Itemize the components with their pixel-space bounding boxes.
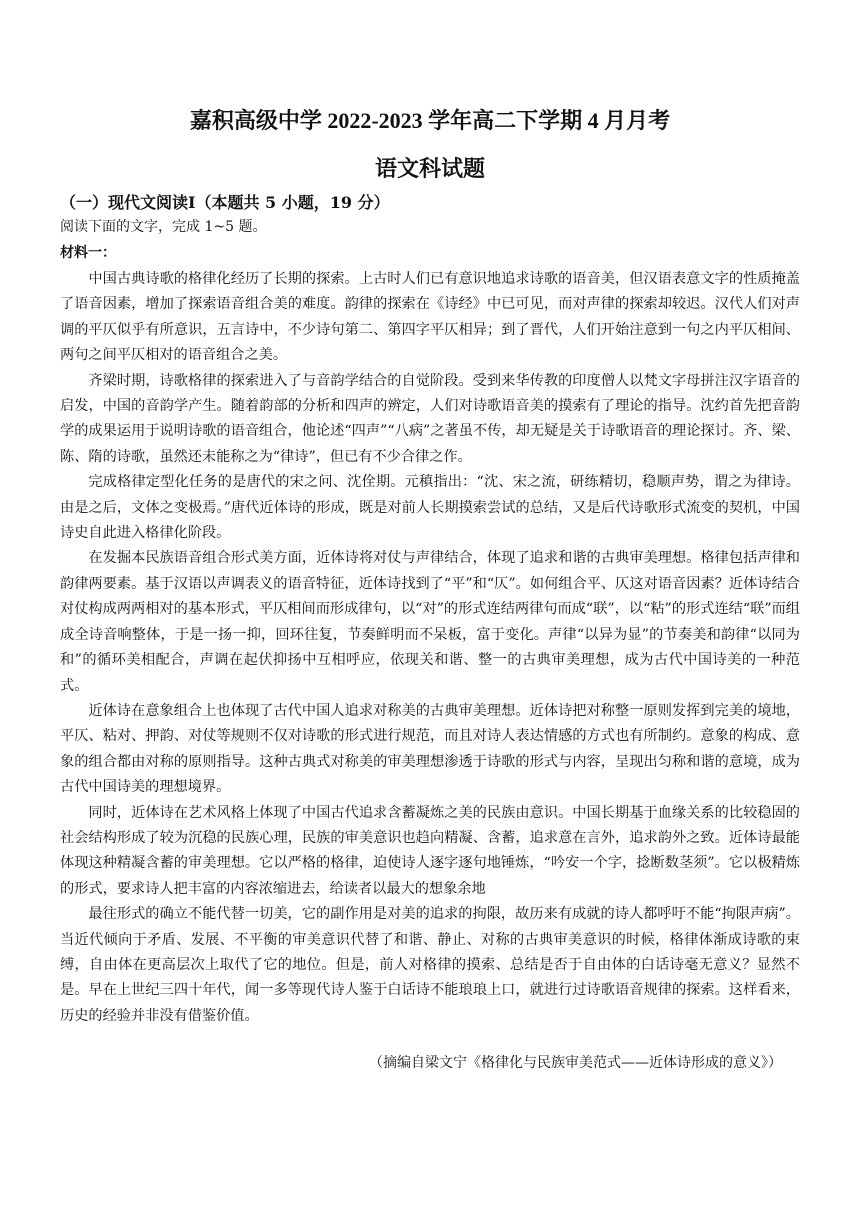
passage-body (60, 267, 800, 1029)
reading-instruction: 阅读下面的文字，完成 1~5 题。 (60, 219, 267, 235)
exam-title: 嘉积高级中学 2022-2023 学年高二下学期 4 月月考 (189, 108, 671, 133)
paragraph: 同时，近体诗在艺术风格上体现了中国古代追求含蓄凝炼之美的民族由意识。中国长期基于血缘关系的比较稳固的社会结构形成了较为沉稳的民族心理，民族的审美意识也趋向精凝、含蓄，追求意在言外，追求韵外之致。近体诗最能体现这种精凝含蓄的审美理想。它以严格的格律，迫使诗人逐字逐句地锤炼，“吟安一个字，捻断数茎须”。它以极精炼的形式，要求诗人把丰富的内容浓缩进去，给读者以最大的想象余地 (60, 804, 800, 897)
paragraph: 完成格律定型化任务的是唐代的宋之问、沈佺期。元稹指出：“沈、宋之流，研练精切，稳顺声势，谓之为律诗。由是之后，文体之变极焉。”唐代近体诗的形成，既是对前人长期摸索尝试的总结，又是后代诗歌形式流变的契机，中国诗史自此进入格律化阶段。 (60, 474, 800, 542)
paragraph: 中国古典诗歌的格律化经历了长期的探索。上古时人们已有意识地追求诗歌的语音美，但汉语表意文字的性质掩盖了语音因素，增加了探索语音组合美的难度。韵律的探索在《诗经》中已可见，而对声律的探索却较迟。汉代人们对声调的平仄似乎有所意识，五言诗中，不少诗句第二、第四字平仄相异；到了晋代，人们开始注意到一句之内平仄相间、两句之间平仄相对的语音组合之美。 (60, 271, 800, 364)
paragraph: 近体诗在意象组合上也体现了古代中国人追求对称美的古典审美理想。近体诗把对称整一原则发挥到完美的境地，平仄、粘对、押韵、对仗等规则不仅对诗歌的形式进行规范，而且对诗人表达情感的方式也有所制约。意象的构成、意象的组合都由对称的原则指导。这种古典式对称美的审美理想渗透于诗歌的形式与内容，呈现出匀称和谐的意境，成为古代中国诗美的理想境界。 (60, 702, 800, 796)
paragraph: 齐梁时期，诗歌格律的探索进入了与音韵学结合的自觉阶段。受到来华传教的印度僧人以梵文字母拼注汉字语音的启发，中国的音韵学产生。随着韵部的分析和四声的辨定，人们对诗歌语音美的摸索有了理论的指导。沈约首先把音韵学的成果运用于说明诗歌的语音组合，他论述“四声”“八病”之著虽不传，却无疑是关于诗歌语音的理论探讨。齐、梁、陈、隋的诗歌，虽然还未能称之为“律诗”，但已有不少合律之作。 (60, 372, 800, 465)
section-heading: （一）现代文阅读Ⅰ（本题共 5 小题，19 分） (60, 193, 390, 212)
material-label: 材料一： (60, 245, 116, 261)
exam-subtitle: 语文科试题 (374, 156, 485, 181)
paragraph: 在发掘本民族语音组合形式美方面，近体诗将对仗与声律结合，体现了追求和谐的古典审美理想。格律包括声律和韵律两要素。基于汉语以声调表义的语音特征，近体诗找到了“平”和“仄”。如何组合平、仄这对语音因素？近体诗结合对仗构成两两相对的基本形式，平仄相间而形成律句，以“对”的形式连结两律句而成“联”，以“粘”的形式连结“联”而组成全诗音响整体，于是一扬一抑，回环往复，节奏鲜明而不呆板，富于变化。声律“以异为显”的节奏美和韵律“以同为和”的循环美相配合，声调在起伏抑扬中互相呼应，依现关和谐、整一的古典审美理想，成为古代中国诗美的一种范式。 (60, 550, 800, 694)
paragraph: 最往形式的确立不能代替一切美，它的副作用是对美的追求的拘限，故历来有成就的诗人都呼吁不能“拘限声病”。当近代倾向于矛盾、发展、不平衡的审美意识代替了和谐、静止、对称的古典审美意识的时候，格律体渐成诗歌的束缚，自由体在更高层次上取代了它的地位。但是，前人对格律的摸索、总结是否于自由体的白话诗毫无意义？显然不是。早在上世纪三四十年代，闻一多等现代诗人鉴于白话诗不能琅琅上口，就进行过诗歌语音规律的探索。这样看来，历史的经验并非没有借鉴价值。 (60, 906, 800, 1024)
source-citation: （摘编自梁文宁《格律化与民族审美范式——近体诗形成的意义》） (369, 1055, 782, 1071)
